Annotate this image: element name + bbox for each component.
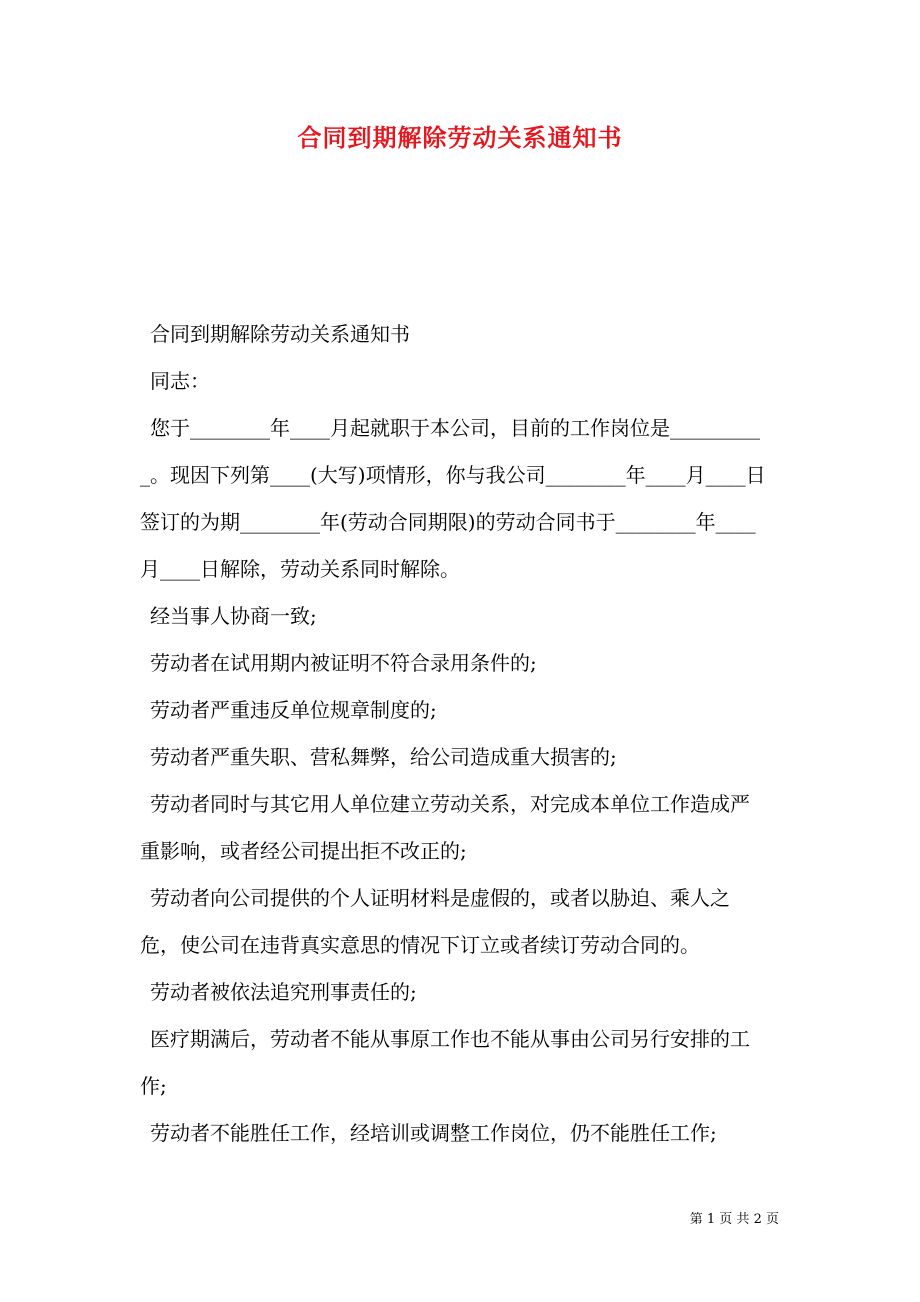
footer-prefix: 第 (689, 1212, 703, 1227)
paragraph-item: 劳动者在试用期内被证明不符合录用条件的; (150, 651, 537, 675)
footer-mid: 页 共 (719, 1212, 750, 1227)
paragraph-item: 劳动者严重违反单位规章制度的; (150, 698, 437, 722)
paragraph-item: 经当事人协商一致; (150, 604, 317, 628)
paragraph-item: 劳动者被依法追究刑事责任的; (150, 980, 417, 1004)
paragraph-heading: 合同到期解除劳动关系通知书 (150, 322, 410, 346)
paragraph-salutation: 同志： (150, 369, 210, 393)
paragraph-item: 劳动者不能胜任工作，经培训或调整工作岗位，仍不能胜任工作; (150, 1121, 717, 1145)
document-body (140, 311, 768, 1157)
page-title: 合同到期解除劳动关系通知书 (297, 123, 623, 152)
footer-total-pages: 2 (753, 1212, 762, 1227)
page-number-footer (690, 1208, 779, 1227)
paragraph-item: 劳动者严重失职、营私舞弊，给公司造成重大损害的; (150, 745, 617, 769)
paragraph-item: 医疗期满后，劳动者不能从事原工作也不能从事由公司另行安排的工作; (140, 1027, 750, 1098)
paragraph-item: 劳动者同时与其它用人单位建立劳动关系，对完成本单位工作造成严重影响，或者经公司提出拒不改正的; (140, 792, 750, 863)
footer-current-page: 1 (706, 1212, 716, 1227)
paragraph-notice: 您于________年____月起就职于本公司，目前的工作岗位是__________。现因下列第____(大写)项情形，你与我公司________年____月____日签订的为期________年(劳动合同期限)的劳动合同书于________年____月____日解除，劳动关系同时解除。 (140, 416, 766, 581)
footer-suffix: 页 (765, 1212, 779, 1227)
paragraph-item: 劳动者向公司提供的个人证明材料是虚假的，或者以胁迫、乘人之危，使公司在违背真实意思的情况下订立或者续订劳动合同的。 (140, 886, 730, 957)
